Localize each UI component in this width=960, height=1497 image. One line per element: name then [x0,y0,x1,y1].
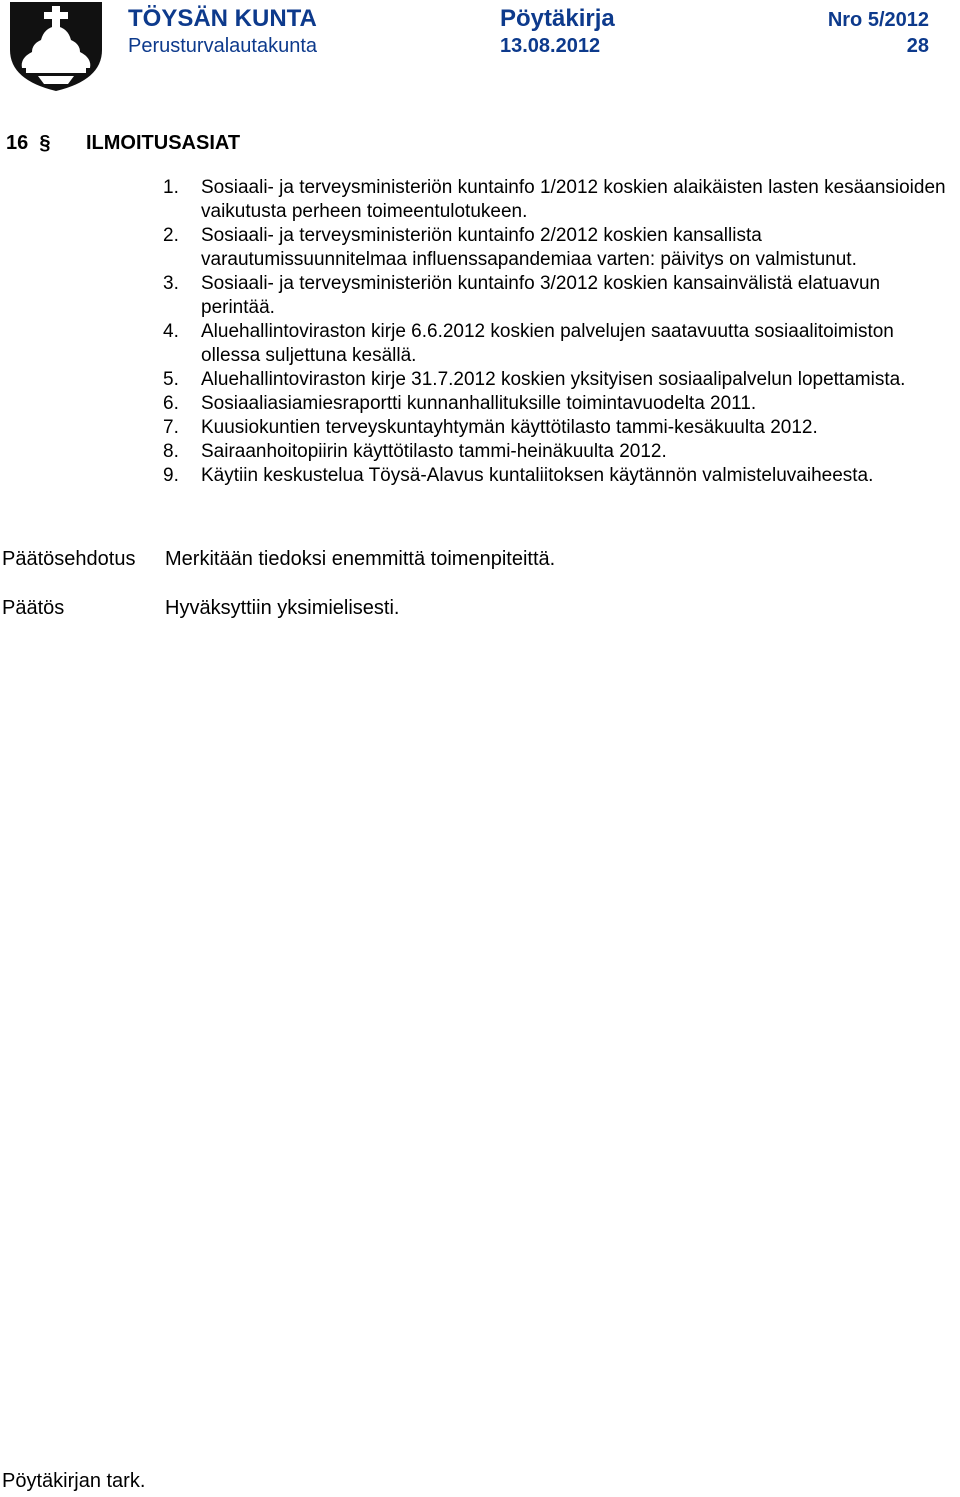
item-number: 5. [163,369,179,390]
decision-label: Päätös [2,597,65,619]
proposal-row [2,548,555,571]
decision-row [2,597,399,620]
list-item [163,224,958,272]
list-item [163,464,958,488]
municipality-name: TÖYSÄN KUNTA [128,5,317,32]
item-number: 4. [163,321,179,342]
section-mark: § [39,132,51,154]
proposal-label: Päätösehdotus [2,548,136,570]
coat-of-arms-icon [8,0,104,92]
list-item [163,368,958,392]
minutes-checker-label: Pöytäkirjan tark. [2,1470,146,1492]
item-number: 1. [163,177,179,198]
section-heading [6,132,240,155]
list-item [163,392,958,416]
list-item [163,272,958,320]
item-number: 3. [163,273,179,294]
section-title: ILMOITUSASIAT [86,132,241,154]
item-text: Kuusiokuntien terveyskuntayhtymän käyttötilasto tammi-kesäkuulta 2012. [201,417,818,438]
item-text: Aluehallintoviraston kirje 31.7.2012 koskien yksityisen sosiaalipalvelun lopettamista. [201,369,906,390]
item-text: Sosiaaliasiamiesraportti kunnanhallituksille toimintavuodelta 2011. [201,393,757,414]
item-number: 6. [163,393,179,414]
item-number: 9. [163,465,179,486]
list-item [163,320,958,368]
list-item [163,416,958,440]
item-text: Sosiaali- ja terveysministeriön kuntainfo 1/2012 koskien alaikäisten lasten kesäansioiden vaikutusta perheen toimeentulotukeen. [201,177,946,222]
list-item [163,176,958,224]
notice-list [163,176,958,488]
item-number: 8. [163,441,179,462]
item-text: Sairaanhoitopiirin käyttötilasto tammi-heinäkuulta 2012. [201,441,667,462]
meeting-date: 13.08.2012 [500,35,601,57]
item-number: 2. [163,225,179,246]
list-item [163,440,958,464]
document-type: Pöytäkirja [500,5,615,32]
committee-name: Perusturvalautakunta [128,35,318,57]
decision-text: Hyväksyttiin yksimielisesti. [165,597,400,619]
item-number: 7. [163,417,179,438]
document-number: Nro 5/2012 [827,9,929,31]
item-text: Käytiin keskustelua Töysä-Alavus kuntaliitoksen käytännön valmisteluvaiheesta. [201,465,874,486]
item-text: Sosiaali- ja terveysministeriön kuntainfo 2/2012 koskien kansallista varautumissuunnitelmaa influenssapandemiaa varten: päivitys on valmistunut. [201,225,857,270]
page-number: 28 [906,35,929,57]
item-text: Aluehallintoviraston kirje 6.6.2012 koskien palvelujen saatavuutta sosiaalitoimiston ollessa suljettuna kesällä. [201,321,894,366]
proposal-text: Merkitään tiedoksi enemmittä toimenpiteittä. [165,548,556,570]
section-number: 16 [6,132,29,154]
item-text: Sosiaali- ja terveysministeriön kuntainfo 3/2012 koskien kansainvälistä elatuavun perintää. [201,273,881,318]
